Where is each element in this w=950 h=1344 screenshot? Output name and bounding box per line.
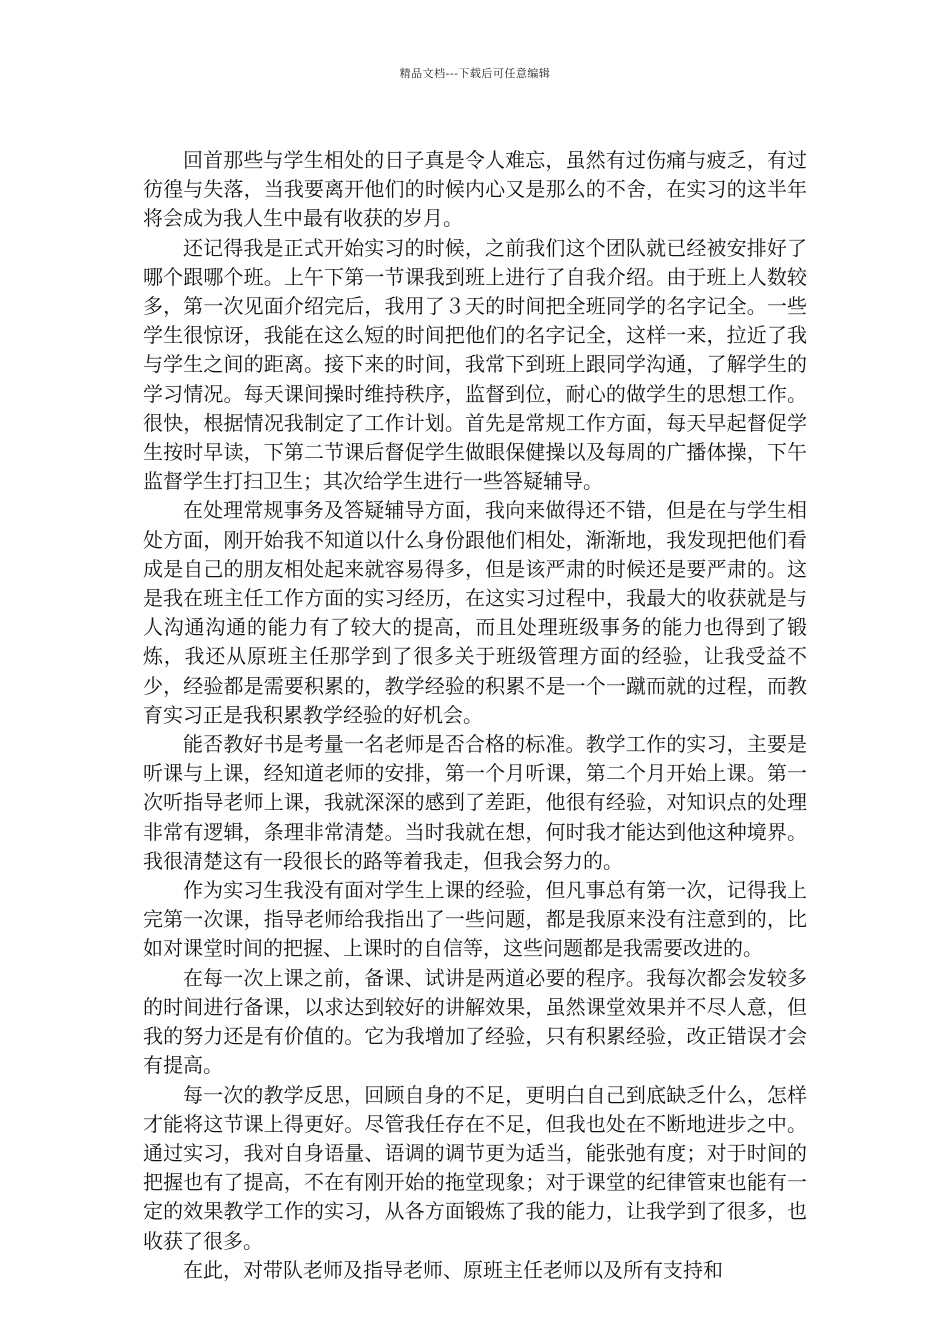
paragraph-4: 能否教好书是考量一名老师是否合格的标准。教学工作的实习，主要是听课与上课，经知道老师的安排，第一个月听课，第二个月开始上课。第一次听指导老师上课，我就深深的感到了差距，他很有经验，对知识点的处理非常有逻辑，条理非常清楚。当时我就在想，何时我才能达到他这种境界。我很清楚这有一段很长的路等着我走，但我会努力的。 <box>143 732 807 873</box>
paragraph-3: 在处理常规事务及答疑辅导方面，我向来做得还不错，但是在与学生相处方面，刚开始我不知道以什么身份跟他们相处，渐渐地，我发现把他们看成是自己的朋友相处起来就容易得多，但是该严肃的时候还是要严肃的。这是我在班主任工作方面的实习经历，在这实习过程中，我最大的收获就是与人沟通沟通的能力有了较大的提高，而且处理班级事务的能力也得到了锻炼，我还从原班主任那学到了很多关于班级管理方面的经验，让我受益不少，经验都是需要积累的，教学经验的积累不是一个一蹴而就的过程，而教育实习正是我积累教学经验的好机会。 <box>143 498 807 727</box>
paragraph-6: 在每一次上课之前，备课、试讲是两道必要的程序。我每次都会发较多的时间进行备课，以求达到较好的讲解效果，虽然课堂效果并不尽人意，但我的努力还是有价值的。它为我增加了经验，只有积累经验，改正错误才会有提高。 <box>143 965 807 1078</box>
document-body <box>143 146 807 1285</box>
paragraph-8: 在此，对带队老师及指导老师、原班主任老师以及所有支持和 <box>183 1257 723 1282</box>
paragraph-5: 作为实习生我没有面对学生上课的经验，但凡事总有第一次，记得我上完第一次课，指导老师给我指出了一些问题，都是我原来没有注意到的，比如对课堂时间的把握、上课时的自信等，这些问题都是我需要改进的。 <box>143 878 807 961</box>
paragraph-2: 还记得我是正式开始实习的时候，之前我们这个团队就已经被安排好了哪个跟哪个班。上午下第一节课我到班上进行了自我介绍。由于班上人数较多，第一次见面介绍完后，我用了３天的时间把全班同学的名字记全。一些学生很惊讶，我能在这么短的时间把他们的名字记全，这样一来，拉近了我与学生之间的距离。接下来的时间，我常下到班上跟同学沟通，了解学生的学习情况。每天课间操时维持秩序，监督到位，耐心的做学生的思想工作。很快，根据情况我制定了工作计划。首先是常规工作方面，每天早起督促学生按时早读，下第二节课后督促学生做眼保健操以及每周的广播体操，下午监督学生打扫卫生；其次给学生进行一些答疑辅导。 <box>143 235 807 494</box>
paragraph-7: 每一次的教学反思，回顾自身的不足，更明白自己到底缺乏什么，怎样才能将这节课上得更好。尽管我任存在不足，但我也处在不断地进步之中。通过实习，我对自身语量、语调的调节更为适当，能张弛有度；对于时间的把握也有了提高，不在有刚开始的拖堂现象；对于课堂的纪律管束也能有一定的效果教学工作的实习，从各方面锻炼了我的能力，让我学到了很多，也收获了很多。 <box>143 1082 807 1253</box>
page-header: 精品文档---下载后可任意编辑 <box>399 67 551 80</box>
paragraph-1: 回首那些与学生相处的日子真是令人难忘，虽然有过伤痛与疲乏，有过彷徨与失落，当我要离开他们的时候内心又是那么的不舍，在实习的这半年将会成为我人生中最有收获的岁月。 <box>143 148 807 231</box>
